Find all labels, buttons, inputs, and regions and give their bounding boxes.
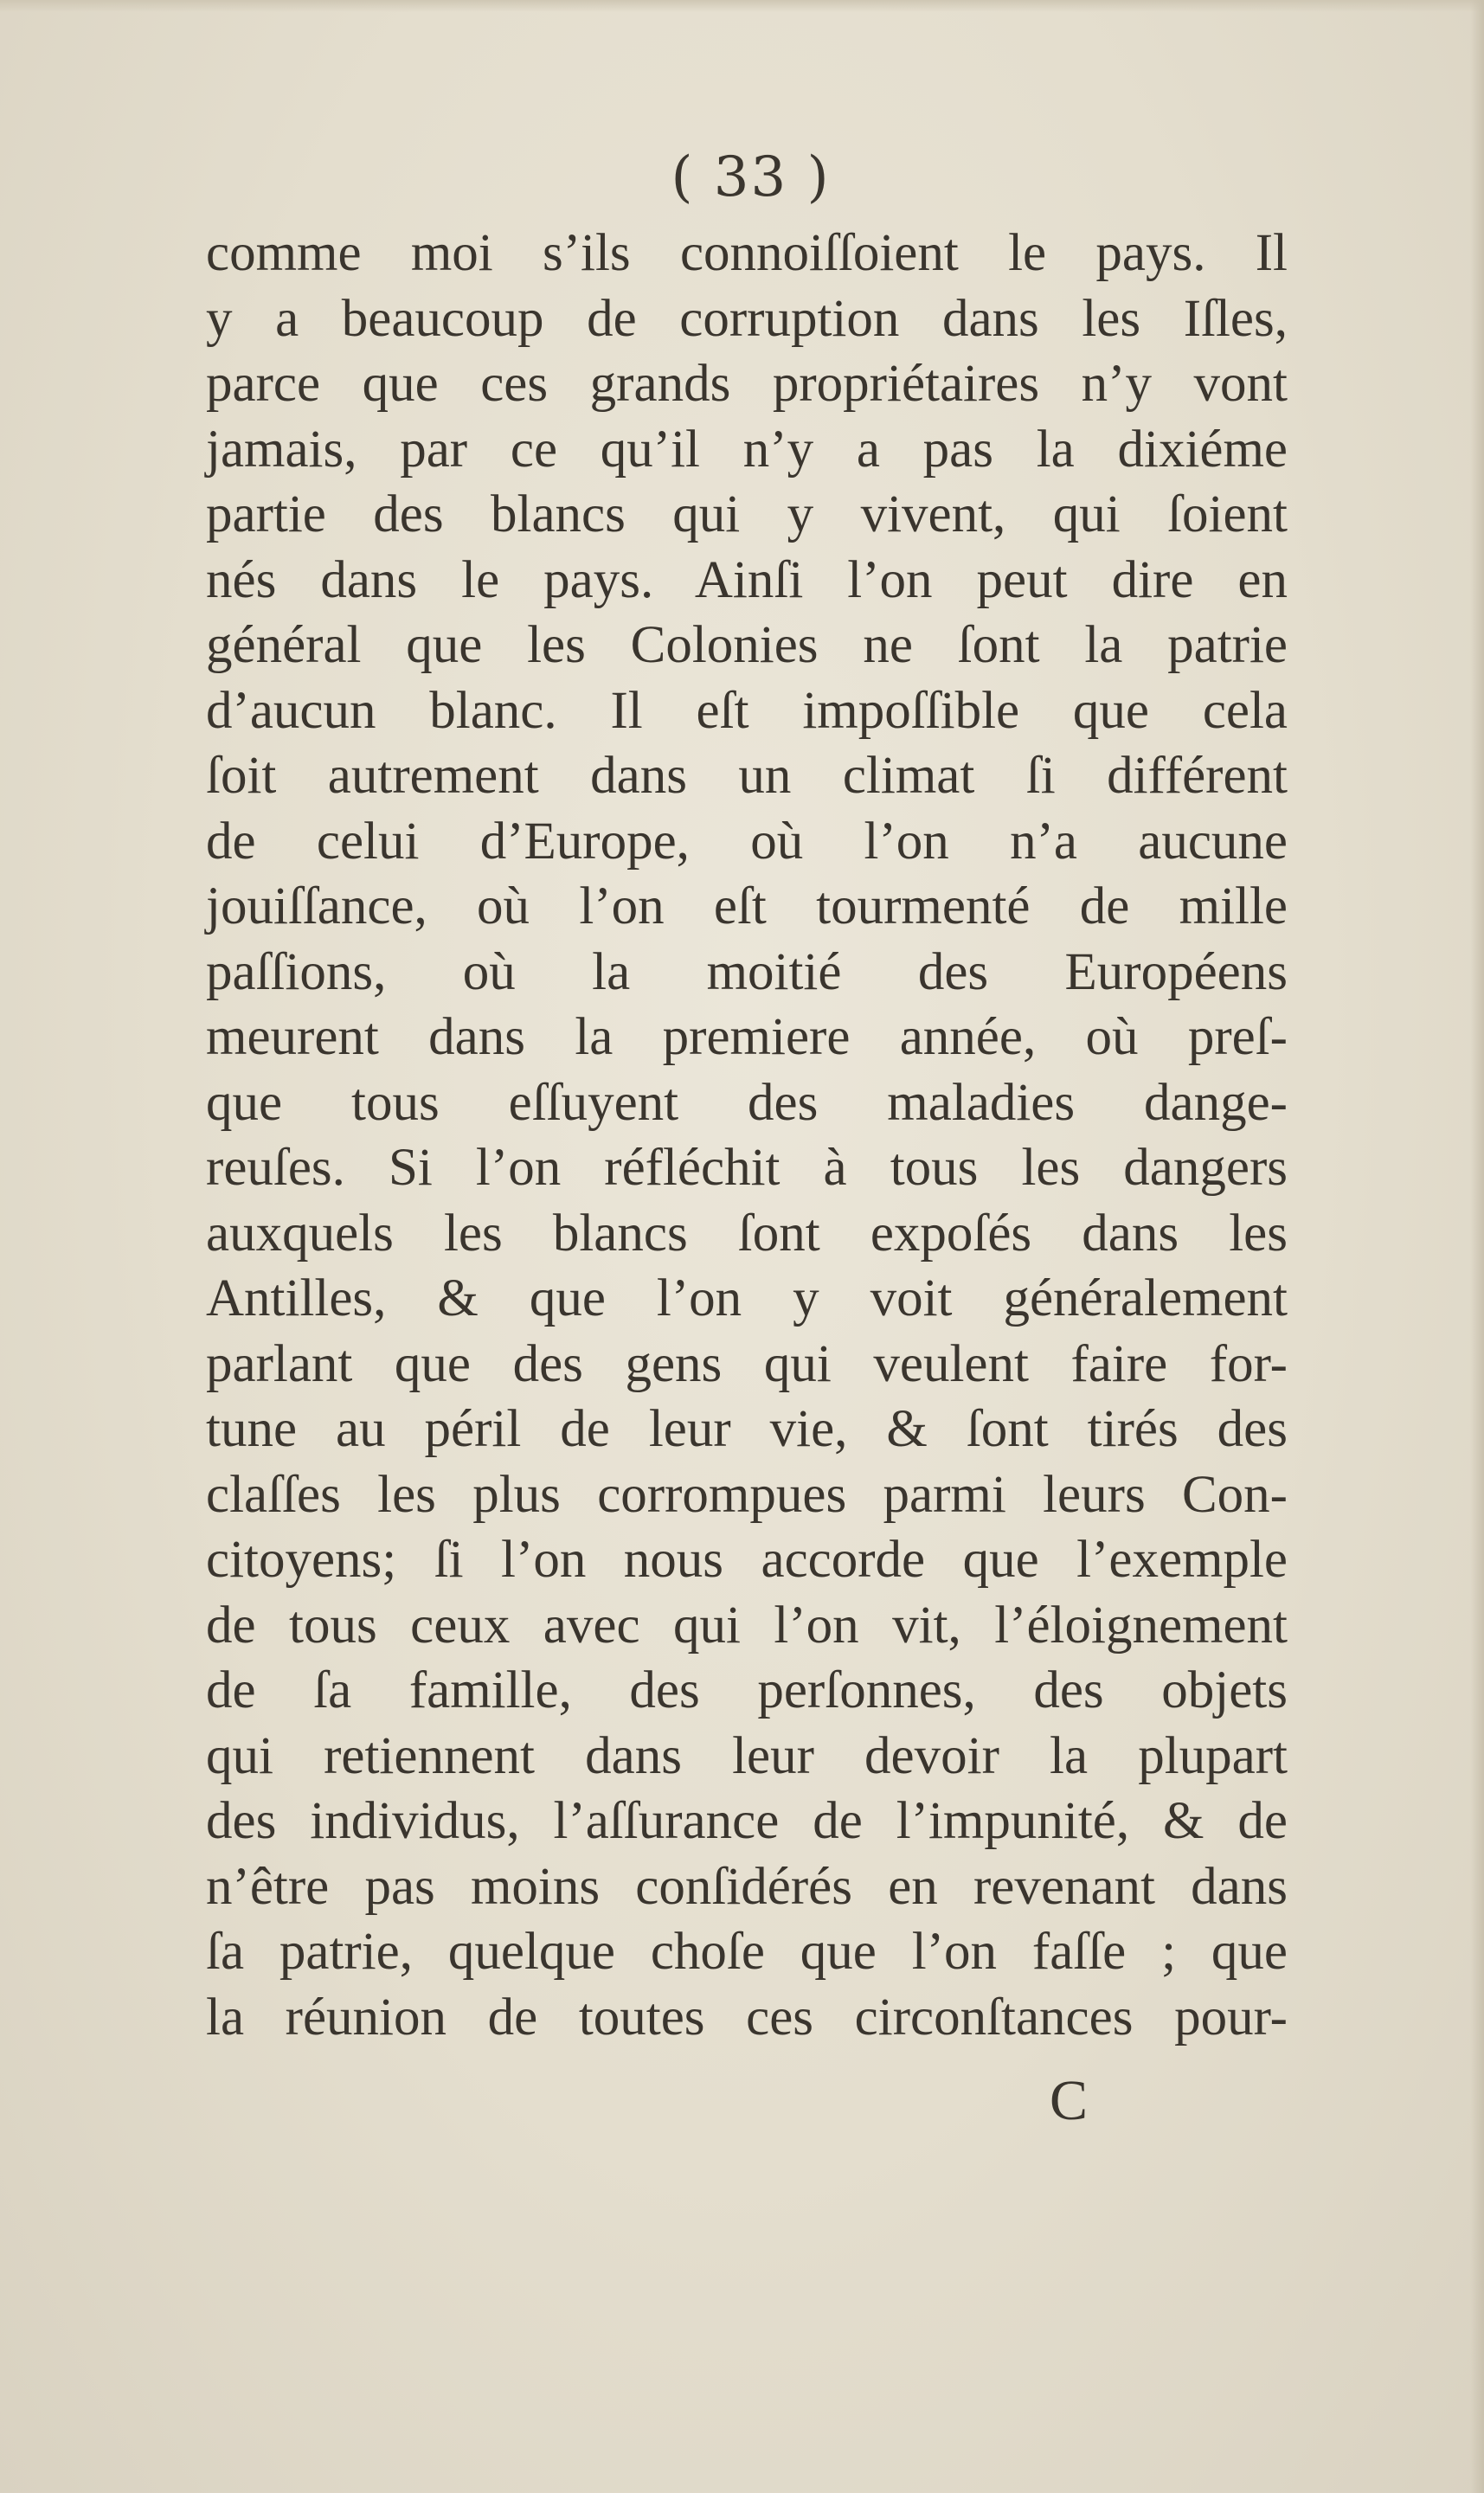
text-line: citoyens; ſi l’on nous accorde que l’exemple bbox=[206, 1531, 1288, 1589]
text-line: des individus, l’aſſurance de l’impunité, & de bbox=[206, 1792, 1288, 1850]
text-line: ſa patrie, quelque choſe que l’on faſſe ; que bbox=[206, 1923, 1288, 1981]
text-line: la réunion de toutes ces circonſtances pour- bbox=[206, 1988, 1288, 2046]
text-line: Antilles, & que l’on y voit généralement bbox=[206, 1269, 1288, 1327]
page-edge-top bbox=[0, 0, 1484, 12]
text-line: nés dans le pays. Ainſi l’on peut dire en bbox=[206, 550, 1288, 609]
text-line: n’être pas moins conſidérés en revenant dans bbox=[206, 1857, 1288, 1916]
text-line: parce que ces grands propriétaires n’y vont bbox=[206, 355, 1288, 413]
text-line: reuſes. Si l’on réfléchit à tous les dangers bbox=[206, 1139, 1288, 1197]
text-line: claſſes les plus corrompues parmi leurs Con- bbox=[206, 1465, 1288, 1524]
text-line: qui retiennent dans leur devoir la plupart bbox=[206, 1726, 1288, 1785]
text-line: jamais, par ce qu’il n’y a pas la dixiéme bbox=[206, 420, 1288, 479]
text-line: de ſa famille, des perſonnes, des objets bbox=[206, 1661, 1288, 1719]
text-line: de tous ceux avec qui l’on vit, l’éloignement bbox=[206, 1596, 1288, 1655]
text-line: meurent dans la premiere année, où preſ- bbox=[206, 1008, 1288, 1066]
text-line: tune au péril de leur vie, & ſont tirés des bbox=[206, 1400, 1288, 1458]
text-line: auxquels les blancs ſont expoſés dans les bbox=[206, 1204, 1288, 1263]
signature-mark: C bbox=[1049, 2069, 1089, 2132]
page-edge-right bbox=[1470, 0, 1484, 2493]
body-text bbox=[206, 221, 1288, 2050]
text-line: y a beaucoup de corruption dans les Iſles, bbox=[206, 289, 1288, 348]
text-line: paſſions, où la moitié des Européens bbox=[206, 942, 1288, 1001]
text-line: de celui d’Europe, où l’on n’a aucune bbox=[206, 812, 1288, 871]
text-line: jouiſſance, où l’on eſt tourmenté de mille bbox=[206, 877, 1288, 935]
text-line: parlant que des gens qui veulent faire for- bbox=[206, 1334, 1288, 1393]
text-line: que tous eſſuyent des maladies dange- bbox=[206, 1073, 1288, 1132]
text-line: d’aucun blanc. Il eſt impoſſible que cela bbox=[206, 681, 1288, 740]
text-line: général que les Colonies ne ſont la patrie bbox=[206, 616, 1288, 674]
page-number: ( 33 ) bbox=[671, 145, 831, 209]
text-line: comme moi s’ils connoiſſoient le pays. Il bbox=[206, 224, 1288, 282]
text-line: partie des blancs qui y vivent, qui ſoient bbox=[206, 485, 1288, 543]
text-line: ſoit autrement dans un climat ſi différent bbox=[206, 747, 1288, 805]
